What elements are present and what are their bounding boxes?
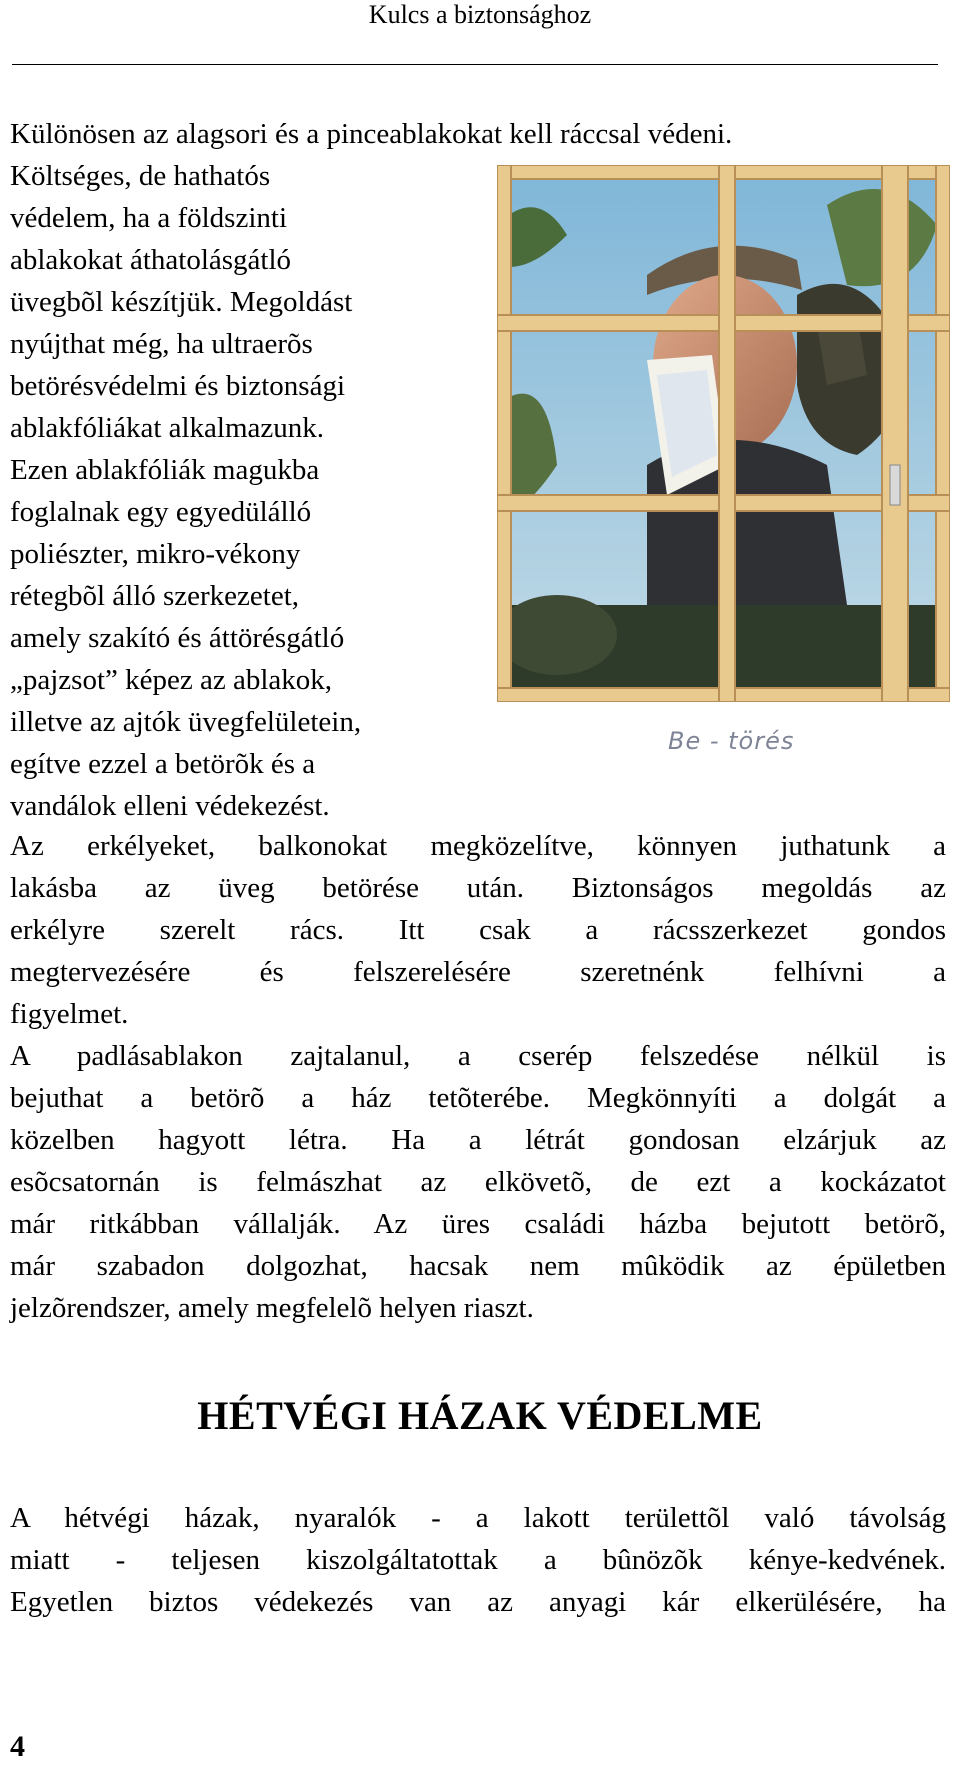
text-line: rétegbõl álló szerkezetet, — [10, 580, 300, 612]
text-line: illetve az ajtók üvegfelületein, — [10, 706, 362, 738]
balcony-paragraph — [10, 825, 946, 1035]
text-line: Az erkélyeket, balkonokat megközelítve, könnyen juthatunk a — [10, 830, 946, 862]
text-line: már szabadon dolgozhat, hacsak nem mûködik az épületben — [10, 1250, 946, 1282]
text-line: betörésvédelmi és biztonsági — [10, 370, 346, 402]
text-line: védelem, ha a földszinti — [10, 202, 288, 234]
text-line: bejuthat a betörõ a ház tetõterébe. Megkönnyíti a dolgát a — [10, 1082, 946, 1114]
text-line: nyújthat még, ha ultraerõs — [10, 328, 313, 360]
text-line: A hétvégi házak, nyaralók - a lakott területtõl való távolság — [10, 1502, 946, 1534]
text-line: lakásba az üveg betörése után. Biztonságos megoldás az — [10, 872, 946, 904]
text-line: amely szakító és áttörésgátló — [10, 622, 345, 654]
text-line: üvegbõl készítjük. Megoldást — [10, 286, 353, 318]
text-line: közelben hagyott létra. Ha a létrát gondosan elzárjuk az — [10, 1124, 946, 1156]
photo-caption: Be - törés — [668, 727, 795, 755]
intro-paragraph — [10, 113, 732, 155]
text-line: figyelmet. — [10, 998, 129, 1030]
header-rule — [12, 64, 938, 65]
text-line: Egyetlen biztos védekezés van az anyagi kár elkerülésére, ha — [10, 1586, 946, 1618]
text-line: erkélyre szerelt rács. Itt csak a rácsszerkezet gondos — [10, 914, 946, 946]
text-line: jelzõrendszer, amely megfelelõ helyen riaszt. — [10, 1292, 534, 1324]
weekend-paragraph — [10, 1497, 946, 1623]
running-header: Kulcs a biztonsághoz — [368, 0, 592, 29]
attic-paragraph — [10, 1035, 946, 1329]
page-number: 4 — [10, 1730, 25, 1763]
text-line: Költséges, de hathatós — [10, 160, 271, 192]
text-line: Különösen az alagsori és a pinceablakokat kell ráccsal védeni. — [10, 118, 733, 150]
burglar-photo — [497, 165, 950, 702]
text-line: „pajzsot” képez az ablakok, — [10, 664, 333, 696]
text-line: megtervezésére és felszerelésére szeretnénk felhívni a — [10, 956, 946, 988]
column-paragraph — [10, 155, 361, 827]
text-line: már ritkábban vállalják. Az üres családi házba bejutott betörõ, — [10, 1208, 946, 1240]
text-line: poliészter, mikro-vékony — [10, 538, 301, 570]
text-line: ablakokat áthatolásgátló — [10, 244, 292, 276]
text-line: esõcsatornán is felmászhat az elkövetõ, de ezt a kockázatot — [10, 1166, 946, 1198]
section-heading: HÉTVÉGI HÁZAK VÉDELME — [197, 1393, 763, 1438]
text-line: egítve ezzel a betörõk és a — [10, 748, 316, 780]
text-line: miatt - teljesen kiszolgáltatottak a bûnözõk kénye-kedvének. — [10, 1544, 946, 1576]
text-line: vandálok elleni védekezést. — [10, 790, 330, 822]
text-line: A padlásablakon zajtalanul, a cserép felszedése nélkül is — [10, 1040, 946, 1072]
text-line: foglalnak egy egyedülálló — [10, 496, 312, 528]
text-line: ablakfóliákat alkalmazunk. — [10, 412, 325, 444]
text-line: Ezen ablakfóliák magukba — [10, 454, 320, 486]
